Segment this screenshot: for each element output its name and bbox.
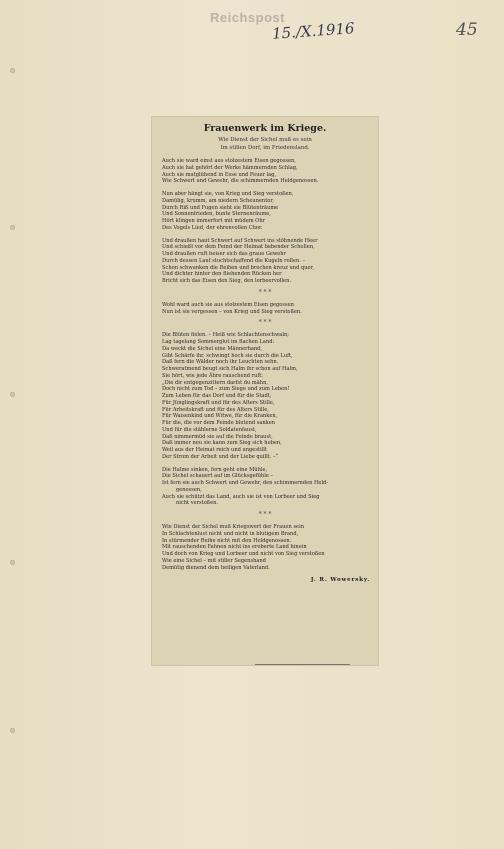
handwritten-date: 15./X.1916 — [271, 19, 356, 43]
poem-line: Sie hört, wie jede Ähre rauschend ruft: — [162, 372, 263, 379]
poem-line: Der Strom der Arbeit und der Liebe quillt. –“ — [162, 453, 279, 460]
poem-stanza — [162, 467, 378, 508]
poem-line: Und für die stählerne Soldatenfaust, — [162, 426, 257, 433]
poem-line: Auch sie schützt das Land, auch sie ist von Lorbeer und Sieg — [162, 493, 320, 500]
poem-line: genossen, — [176, 486, 202, 493]
poem-line: Weil aus der Heimat reich und ungestillt — [162, 447, 267, 454]
poem-stanza — [162, 158, 378, 185]
poem-line: Auch sie hat gehört der Werke hämmernden Schlag, — [162, 164, 298, 171]
poem-line: Bricht sich das Eisen den Sieg, den lorbeervollen. — [162, 278, 291, 285]
newspaper-clipping — [152, 117, 378, 665]
poem-body — [152, 158, 378, 571]
poem-stanza — [162, 302, 378, 316]
poem-line: Und doch von Krieg und Lorbeer und nicht von Sieg verstoßen — [162, 551, 325, 558]
poem-stanza — [162, 524, 378, 571]
section-divider-stars: * * * — [258, 511, 272, 519]
poem-line: Doch nicht zum Tod – zum Siege und zum Leben! — [162, 386, 290, 393]
poem-line: Nun ist sie vergessen – von Krieg und Sieg verstoßen. — [162, 308, 302, 315]
poem-line: Die Sichel schauert auf im Glücksgefühle – — [162, 473, 274, 480]
poem-line: Daß immer neu sie kann zum Sieg sich heben, — [162, 440, 282, 447]
poem-line: „Die dir entgegenzittern darfst du mähn, — [162, 379, 268, 386]
poem-line: Und schießt vor dem Feind der Heimat bebender Schollen, — [162, 244, 315, 251]
poem-line: Schweratmend beugt sich Halm ihr schon auf Halm, — [162, 366, 298, 373]
poem-line: Für Jünglingskraft und für des Alters Stille, — [162, 399, 275, 406]
poem-line: Die Blüten fielen. – Heiß wie Schlachtenschwaln; — [162, 332, 289, 339]
folio-number: 45 — [456, 20, 478, 40]
poem-line: Zum Leben für das Dorf und für die Stadt, — [162, 393, 272, 400]
signature-rule — [255, 664, 350, 665]
poem-line: Gibt Schärfe ihr, schwingt hoch sie durch die Luft, — [162, 352, 293, 359]
poem-line: Ist fern sie auch Schwert und Gewehr, den schimmernden Held- — [162, 480, 329, 487]
poem-line: Hört klingen immerfort mit müdem Ohr — [162, 218, 266, 225]
poem-line: Wie eine Sichel – mit stiller Segenshand — [162, 557, 266, 564]
poem-line: Demütig dienend dem heiligen Vaterland. — [162, 564, 270, 571]
poem-line: In Schlachtenlust nicht und nicht in blutigem Brand, — [162, 530, 299, 537]
poem-line: Für Waisenkind und Witwe, für die Kranken, — [162, 413, 278, 420]
poem-stanza — [162, 238, 378, 285]
poem-line: In stürmender Reihe nicht mit den Heldgenossen. — [162, 537, 292, 544]
poem-line: Nun aber hängt sie, von Krieg und Sieg verstoßen, — [162, 191, 294, 198]
motto-line: Wie Dienst der Sichel muß es sein — [218, 137, 312, 143]
poem-line: Für die, die vor dem Feinde blutend sanken — [162, 420, 276, 427]
poem-line: Lag tagelang Sommerglut im flachen Land: — [162, 339, 275, 346]
poem-line: Und dichter hinter den fliehenden Rücken her — [162, 271, 282, 278]
poem-line: Damülig, krumm, am niedern Scheunentor, — [162, 197, 274, 204]
poem-line: Auch sie ward einst aus stolzestem Eisen gegossen, — [162, 158, 296, 165]
poem-line: Schon schwanken die Reihen und brechen kreuz und quer, — [162, 264, 315, 271]
poem-line: Wie Dienst der Sichel muß Kriegswert der Frauen sein — [162, 524, 304, 531]
poem-line: Und draußen ruft heiser sich das graue Gewehr — [162, 251, 287, 258]
poem-stanza — [162, 191, 378, 232]
section-divider-stars: * * * — [258, 288, 272, 296]
poem-line: Und Sonnenfrieden, bunte Sternenräume, — [162, 211, 271, 218]
section-divider-stars: * * * — [258, 319, 272, 327]
poem-line: Daß nimmermüd sie auf die Feinde braust, — [162, 433, 273, 440]
article-author: J. R. Wowersky. — [310, 577, 370, 584]
article-title: Frauenwerk im Kriege. — [203, 123, 327, 134]
poem-line: Durch Riß und Fugen sieht sie Blütenträume — [162, 204, 279, 211]
newspaper-stamp: Reichspost — [210, 10, 286, 25]
poem-line: Wie Schwert und Gewehr, die schimmernden Heldgenossen. — [162, 178, 319, 185]
poem-line: Und draußen haut Schwert auf Schwert ins stöhnende Heer — [162, 237, 318, 244]
poem-line: Mit rauschenden Fahnen nicht ins eroberte Land hinein — [162, 544, 307, 551]
poem-line: Des Vogels Lied, der ehrenvollen Chor. — [162, 224, 263, 231]
article-motto — [152, 137, 378, 152]
poem-line: Da weckt die Sichel eine Männerhand, — [162, 345, 263, 352]
poem-line: Auch sie mutglühend in Esse und Feuer lag, — [162, 171, 277, 178]
poem-line: Die Halme sinken, fern geht eine Mühle, — [162, 466, 268, 473]
poem-line: Durch dessen Lauf stuchtschaffend die Kugeln rollen. – — [162, 257, 306, 264]
poem-line: Für Arbeitskraft und für des Alters Stille, — [162, 406, 269, 413]
poem-line: nicht verstoßen. — [176, 500, 219, 507]
poem-line: Daß fern die Wälder noch ihr Leuchten sehn. — [162, 359, 279, 366]
poem-line: Wohl ward auch sie aus stolzestem Eisen gegossen — [162, 301, 294, 308]
poem-stanza — [162, 332, 378, 460]
motto-line: Im stillen Dorf, im Friedensland. — [220, 144, 310, 151]
